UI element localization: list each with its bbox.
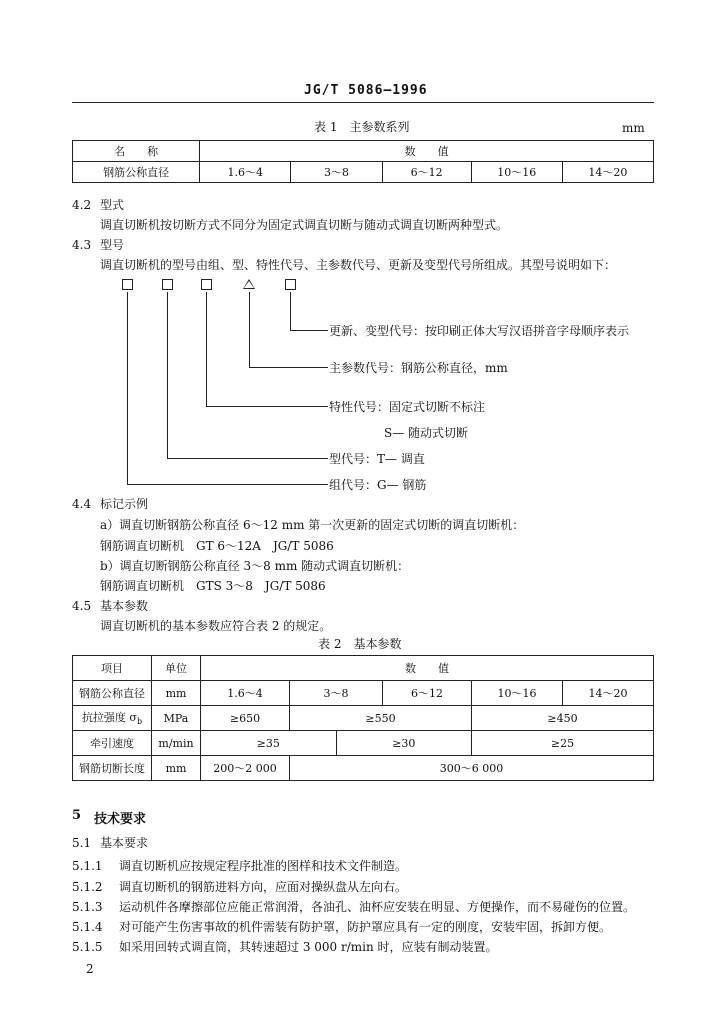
item-5-1-1-number: 5.1.1: [72, 859, 103, 873]
item-5-1-2-number: 5.1.2: [72, 880, 103, 894]
type-leader-v: [167, 292, 168, 458]
group-leader-h: [127, 484, 328, 485]
table1-caption: 表 1 主参数系列: [314, 120, 410, 134]
table-cell: 3～8: [290, 681, 383, 706]
example-b-mark: 钢筋调直切断机 GTS 3～8 JG/T 5086: [100, 579, 326, 593]
section-4-2-number: 4.2: [72, 198, 92, 212]
section-4-3-text: 调直切断机的型号由组、型、特性代号、主参数代号、更新及变型代号所组成。其型号说明如下：: [100, 258, 617, 272]
example-a-mark: 钢筋调直切断机 GT 6～12A JG/T 5086: [100, 539, 334, 553]
table1: [72, 140, 654, 183]
table-cell: ≥450: [472, 706, 654, 731]
section-4-3-number: 4.3: [72, 238, 92, 252]
table-cell: 10～16: [471, 162, 562, 183]
table-cell: MPa: [152, 706, 201, 731]
update-code-label: 更新、变型代号：按印刷正体大写汉语拼音字母顺序表示: [329, 324, 630, 338]
main-parameter-label: 主参数代号：钢筋公称直径，mm: [329, 361, 508, 375]
feature-leader-v: [206, 292, 207, 406]
type-leader-h: [167, 458, 328, 459]
section-4-2-title: 型式: [100, 198, 125, 212]
section-4-5-title: 基本参数: [100, 599, 149, 613]
update-leader-h: [290, 330, 328, 331]
example-b-text: b）调直切断钢筋公称直径 3～8 mm 随动式调直切断机：: [100, 559, 410, 573]
table-row: [73, 162, 654, 183]
table-cell: mm: [152, 756, 201, 781]
feature-leader-h: [206, 406, 328, 407]
table2-row-label: [73, 706, 152, 731]
item-5-1-3-text: 运动机件各摩擦部位应能正常润滑，各油孔、油杯应安装在明显、方便操作，而不易碰伤的位置。: [119, 900, 636, 914]
table2-row-label: 钢筋公称直径: [73, 681, 152, 706]
table-row: [73, 731, 654, 756]
main-parameter-triangle: [243, 279, 255, 289]
table-cell: 200～2 000: [201, 756, 290, 781]
page-number: 2: [86, 962, 94, 976]
item-5-1-5-number: 5.1.5: [72, 940, 103, 954]
update-leader-v: [290, 292, 291, 330]
table-cell: 6～12: [383, 681, 472, 706]
table-cell: 6～12: [382, 162, 471, 183]
section-4-3-title: 型号: [100, 238, 125, 252]
table-cell: ≥550: [290, 706, 472, 731]
table1-header-value: 数 值: [200, 141, 654, 162]
type-code-box: [162, 279, 173, 290]
item-5-1-4-number: 5.1.4: [72, 920, 103, 934]
table-cell: 14～20: [562, 162, 653, 183]
example-a-text: a）调直切断钢筋公称直径 6～12 mm 第一次更新的固定式切断的调直切断机：: [100, 518, 525, 532]
table-cell: 3～8: [291, 162, 382, 183]
table2: [72, 655, 654, 781]
section-5-title: 技术要求: [94, 812, 147, 827]
document-code: JG/T 5086—1996: [304, 83, 428, 98]
update-code-box: [285, 279, 296, 290]
table-cell: 1.6～4: [201, 681, 290, 706]
feature-code-label-2: S— 随动式切断: [384, 426, 469, 440]
group-code-box: [122, 279, 133, 290]
section-5-1-number: 5.1: [72, 836, 92, 850]
table-row: [73, 706, 654, 731]
section-4-4-number: 4.4: [72, 497, 92, 511]
section-5-number: 5: [72, 808, 82, 823]
tensile-label: 抗拉强度 σ: [81, 711, 137, 725]
table-cell: 14～20: [563, 681, 654, 706]
table2-row-label: 牵引速度: [73, 731, 152, 756]
table2-row-label: 钢筋切断长度: [73, 756, 152, 781]
section-4-2-text: 调直切断机按切断方式不同分为固定式调直切断与随动式调直切断两种型式。: [100, 218, 509, 232]
table2-header-unit: 单位: [152, 656, 201, 681]
item-5-1-5-text: 如采用回转式调直筒，其转速超过 3 000 r/min 时，应装有制动装置。: [119, 940, 498, 954]
table-cell: 300～6 000: [290, 756, 654, 781]
table1-header-name: 名 称: [73, 141, 200, 162]
table-row: [73, 681, 654, 706]
table2-header-item: 项目: [73, 656, 152, 681]
feature-code-label: 特性代号：固定式切断不标注: [329, 400, 486, 414]
table2-header-value: 数 值: [201, 656, 654, 681]
table-cell: 10～16: [472, 681, 563, 706]
table-cell: 1.6～4: [200, 162, 291, 183]
item-5-1-2-text: 调直切断机的钢筋进料方向，应面对操纵盘从左向右。: [119, 880, 408, 894]
section-4-5-number: 4.5: [72, 599, 92, 613]
tensile-subscript: b: [136, 717, 143, 727]
table-row: [73, 141, 654, 162]
table-cell: m/min: [152, 731, 201, 756]
table-cell: ≥25: [472, 731, 654, 756]
item-5-1-1-text: 调直切断机应按规定程序批准的图样和技术文件制造。: [119, 859, 408, 873]
item-5-1-3-number: 5.1.3: [72, 900, 103, 914]
group-code-label: 组代号：G— 钢筋: [329, 478, 427, 492]
main-leader-h: [249, 367, 328, 368]
table-row: [73, 656, 654, 681]
section-4-4-title: 标记示例: [100, 497, 149, 511]
table1-unit: mm: [622, 121, 645, 135]
table-row: [73, 756, 654, 781]
table-cell: mm: [152, 681, 201, 706]
table-cell: ≥30: [336, 731, 472, 756]
item-5-1-4-text: 对可能产生伤害事故的机件需装有防护罩，防护罩应具有一定的刚度，安装牢固，拆卸方便。: [119, 920, 612, 934]
group-leader-v: [127, 292, 128, 484]
table-cell: ≥35: [201, 731, 337, 756]
table-cell: ≥650: [201, 706, 290, 731]
table2-caption: 表 2 基本参数: [318, 637, 402, 651]
section-4-5-text: 调直切断机的基本参数应符合表 2 的规定。: [100, 619, 332, 633]
section-5-1-title: 基本要求: [100, 836, 149, 850]
table1-row-label: 钢筋公称直径: [73, 162, 200, 183]
header-rule: [72, 102, 654, 103]
feature-code-box: [201, 279, 212, 290]
main-leader-v: [249, 292, 250, 367]
type-code-label: 型代号：T— 调直: [329, 452, 425, 466]
